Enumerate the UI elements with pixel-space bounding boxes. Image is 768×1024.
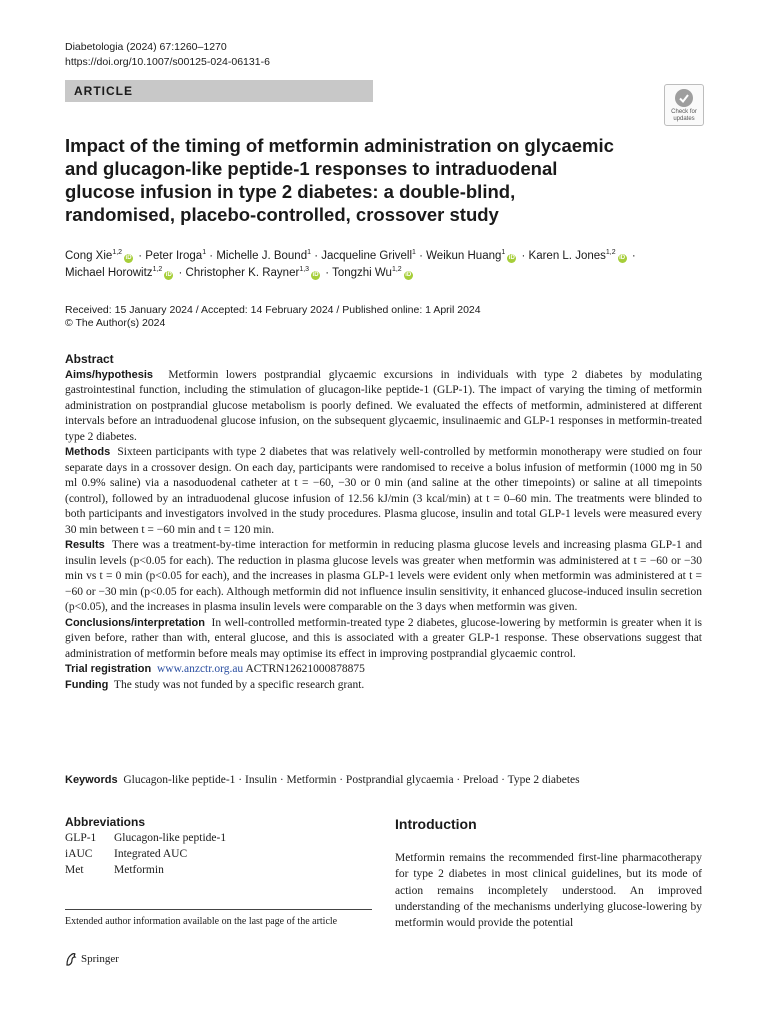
abbreviation-key: iAUC bbox=[65, 848, 93, 860]
trial-id: ACTRN12621000878875 bbox=[245, 663, 365, 675]
check-updates-icon bbox=[674, 88, 694, 108]
publisher-name: Springer bbox=[81, 953, 119, 965]
author-affiliation: 1 bbox=[412, 249, 416, 257]
check-updates-label-1: Check for bbox=[671, 109, 697, 115]
author-affiliation: 1 bbox=[202, 249, 207, 257]
orcid-icon[interactable]: iD bbox=[619, 255, 626, 261]
abstract-aims bbox=[65, 368, 702, 446]
results-label: Results bbox=[65, 539, 105, 551]
abbreviation-row bbox=[65, 862, 226, 878]
author-separator: · bbox=[628, 250, 636, 262]
springer-horse-icon bbox=[65, 952, 77, 966]
keywords-text: Glucagon-like peptide-1 · Insulin · Metformin · Postprandial glycaemia · Preload · Type 2 diabetes bbox=[123, 774, 580, 786]
author-name[interactable]: Karen L. Jones bbox=[528, 250, 606, 262]
author-name[interactable]: Jacqueline Grivell bbox=[321, 250, 413, 262]
orcid-icon[interactable]: iD bbox=[405, 272, 412, 278]
abbreviation-value: Integrated AUC bbox=[114, 848, 188, 860]
author-name[interactable]: Michelle J. Bound bbox=[216, 250, 308, 262]
author-affiliation: 1,2 bbox=[152, 266, 163, 274]
author-name[interactable]: Christopher K. Rayner bbox=[185, 267, 300, 279]
funding-text: The study was not funded by a specific research grant. bbox=[113, 678, 365, 691]
abstract-methods bbox=[65, 445, 702, 538]
author-separator: · bbox=[206, 250, 217, 262]
author bbox=[321, 250, 416, 262]
abbreviation-key: Met bbox=[65, 864, 84, 876]
author-affiliation: 1 bbox=[501, 249, 506, 257]
author bbox=[426, 250, 518, 262]
abbreviation-key: GLP-1 bbox=[65, 832, 97, 844]
check-updates-label-2: updates bbox=[673, 116, 695, 122]
abstract-trial bbox=[65, 662, 702, 678]
abstract-heading: Abstract bbox=[65, 352, 114, 366]
author-name[interactable]: Cong Xie bbox=[65, 250, 113, 262]
author-name[interactable]: Peter Iroga bbox=[145, 250, 203, 262]
abbreviations-heading: Abbreviations bbox=[65, 815, 146, 829]
author-affiliation: 1,3 bbox=[299, 266, 310, 274]
author-affiliation: 1,2 bbox=[391, 266, 402, 274]
publication-dates bbox=[65, 304, 481, 330]
trial-link[interactable]: www.anzctr.org.au bbox=[156, 663, 244, 675]
dates-line: Received: 15 January 2024 / Accepted: 14 February 2024 / Published online: 1 April 2024 bbox=[65, 304, 481, 316]
abbreviation-row bbox=[65, 846, 226, 862]
author-info-footnote: Extended author information available on the last page of the article bbox=[65, 916, 338, 927]
check-for-updates-badge[interactable] bbox=[664, 84, 704, 126]
author-list bbox=[65, 248, 705, 282]
publisher-logo bbox=[65, 952, 119, 966]
author-separator: · bbox=[518, 250, 529, 262]
author-separator: · bbox=[415, 250, 427, 262]
abstract-results bbox=[65, 538, 702, 616]
author bbox=[145, 250, 206, 262]
abbreviations-table bbox=[65, 830, 226, 878]
author-separator: · bbox=[322, 267, 333, 279]
author-affiliation: 1 bbox=[307, 249, 312, 257]
author-separator: · bbox=[175, 267, 186, 279]
author bbox=[65, 267, 175, 279]
trial-label: Trial registration bbox=[65, 663, 152, 675]
author-name[interactable]: Michael Horowitz bbox=[65, 267, 153, 279]
author bbox=[216, 250, 311, 262]
footnote-divider bbox=[65, 909, 372, 910]
conclusions-text: In well-controlled metformin-treated type 2 diabetes, glucose-lowering by metformin is greater when it is given before, rather than with, enteral glucose, and this is associated with a greater GLP-1 response. These observations suggest that administration of metformin before meals may optimise its effect in improving postprandial glycaemic control. bbox=[65, 616, 703, 660]
methods-text: Sixteen participants with type 2 diabetes that was relatively well-controlled by metformin monotherapy were studied on four separate days in a crossover design. On each day, participants were randomised to receive a bolus infusion of metformin (1000 mg in 50 ml 0.9% saline) via a nasoduodenal catheter at t = −60, −30 or 0 min (and saline at the other timepoints) or saline at all timepoints (control), followed by an intraduodenal glucose infusion of 12.56 kJ/min (3 kcal/min) at t = 0–60 min. The treatments were blinded to both participants and investigators involved in the study procedures. Plasma glucose, insulin and total GLP-1 levels were measured every 30 min between t = −60 min and t = 120 min. bbox=[65, 446, 703, 536]
abbreviation-row bbox=[65, 830, 226, 846]
funding-label: Funding bbox=[65, 678, 109, 691]
author bbox=[332, 267, 415, 279]
author-name[interactable]: Tongzhi Wu bbox=[332, 267, 392, 279]
introduction-text: Metformin remains the recommended first-line pharmacotherapy for type 2 diabetes in most clinical guidelines, but its mode of action remains incompletely understood. An improved understanding of the mechanisms underlying glucose-lowering by metformin would provide the potential bbox=[395, 852, 702, 930]
abbreviations bbox=[65, 814, 375, 878]
author-affiliation: 1,2 bbox=[112, 249, 123, 257]
abbreviation-value: Metformin bbox=[114, 864, 164, 876]
abstract-funding bbox=[65, 678, 702, 694]
author-name[interactable]: Weikun Huang bbox=[426, 250, 502, 262]
author bbox=[529, 250, 629, 262]
author bbox=[65, 250, 135, 262]
methods-label: Methods bbox=[65, 446, 111, 458]
journal-citation: Diabetologia (2024) 67:1260–1270 bbox=[65, 41, 227, 53]
aims-label: Aims/hypothesis bbox=[65, 368, 154, 381]
author-separator: · bbox=[311, 250, 322, 262]
copyright-line: © The Author(s) 2024 bbox=[65, 317, 166, 329]
introduction-heading: Introduction bbox=[395, 816, 477, 832]
conclusions-label: Conclusions/interpretation bbox=[65, 616, 205, 629]
author-separator: · bbox=[135, 250, 146, 262]
abbreviation-value: Glucagon-like peptide-1 bbox=[114, 832, 227, 844]
aims-text: Metformin lowers postprandial glycaemic excursions in individuals with type 2 diabetes by modulating gastrointestinal function, including the stimulation of glucagon-like peptide-1 (GLP-1). The impact of varying the timing of metformin administration on postprandial glucose metabolism is poorly defined. We evaluated the effects of metformin, administered at different intervals before an intraduodenal glucose infusion, on the subsequent glycaemic, insulinaemic and GLP-1 responses in metformin-treated type 2 diabetes. bbox=[65, 368, 702, 443]
keywords-label: Keywords bbox=[65, 774, 118, 786]
author bbox=[186, 267, 323, 279]
orcid-icon[interactable]: iD bbox=[165, 272, 172, 278]
doi-link[interactable]: https://doi.org/10.1007/s00125-024-06131-6 bbox=[65, 56, 270, 68]
article-type-band: ARTICLE bbox=[65, 80, 373, 102]
abstract-conclusions bbox=[65, 616, 702, 663]
journal-header bbox=[65, 40, 270, 70]
author-affiliation: 1,2 bbox=[605, 249, 616, 257]
keywords bbox=[65, 774, 702, 786]
abstract bbox=[65, 352, 702, 693]
orcid-icon[interactable]: iD bbox=[125, 255, 132, 261]
orcid-icon[interactable]: iD bbox=[508, 255, 515, 261]
orcid-icon[interactable]: iD bbox=[312, 272, 319, 278]
results-text: There was a treatment-by-time interaction for metformin in reducing plasma glucose levels and increasing plasma GLP-1 and insulin levels (p<0.05 for each). The reduction in plasma glucose levels was greater when metformin was administered at t = −60 or −30 min vs t = 0 min (p<0.05 for each), and the increases in plasma GLP-1 levels were evident only when metformin was administered at t = −60 or −30 min (p<0.05 for each). Although metformin did not influence insulin sensitivity, it enhanced glucose-induced insulin secretion (p<0.05), and the increases in plasma insulin levels were comparable on the 3 days when metformin was given. bbox=[65, 539, 703, 613]
article-title: Impact of the timing of metformin administration on glycaemic and glucagon-like peptide-1 responses to intraduodenal glucose infusion in type 2 diabetes: a double-blind, randomised, placebo-controlled, crossover study bbox=[65, 135, 614, 225]
